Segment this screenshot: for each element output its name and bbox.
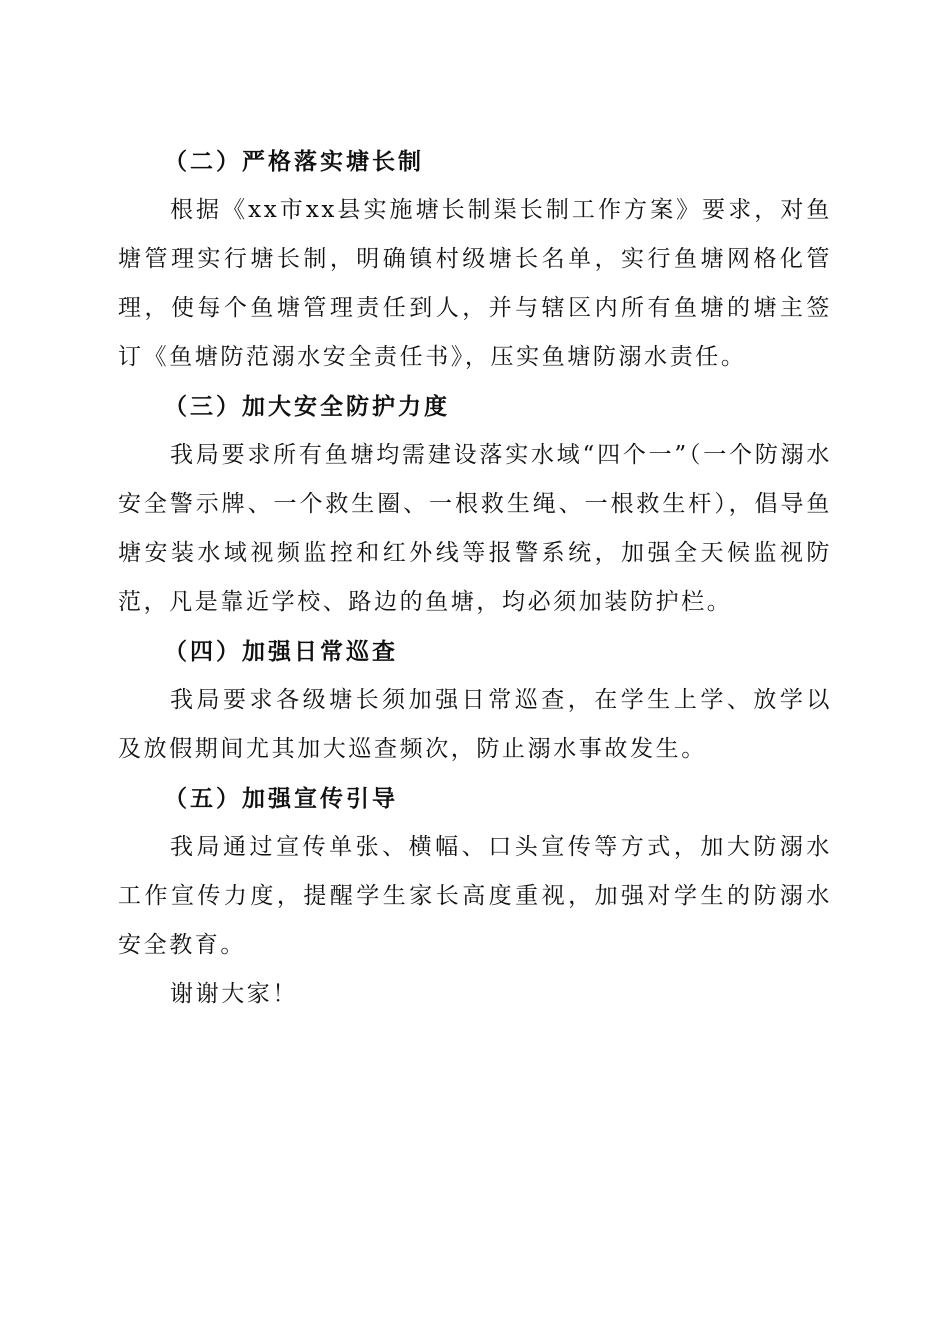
section-heading-2: （二）严格落实塘长制 (164, 148, 424, 175)
section-paragraph-2: 根据《xx市xx县实施塘长制渠长制工作方案》要求，对鱼塘管理实行塘长制，明确镇村级塘长名单，实行鱼塘网格化管理，使每个鱼塘管理责任到人，并与辖区内所有鱼塘的塘主签订《鱼塘防范溺水安全责任书》，压实鱼塘防溺水责任。 (118, 197, 832, 370)
section-heading-3: （三）加大安全防护力度 (164, 393, 450, 420)
section-paragraph-5: 我局通过宣传单张、横幅、口头宣传等方式，加大防溺水工作宣传力度，提醒学生家长高度重视，加强对学生的防溺水安全教育。 (118, 834, 832, 958)
section-heading-4: （四）加强日常巡查 (164, 638, 398, 665)
closing-text: 谢谢大家！ (170, 981, 298, 1007)
document-body (118, 137, 832, 1019)
section-heading-5: （五）加强宣传引导 (164, 785, 398, 812)
section-paragraph-4: 我局要求各级塘长须加强日常巡查，在学生上学、放学以及放假期间尤其加大巡查频次，防止溺水事故发生。 (118, 687, 832, 762)
section-paragraph-3: 我局要求所有鱼塘均需建设落实水域“四个一”（一个防溺水安全警示牌、一个救生圈、一根救生绳、一根救生杆），倡导鱼塘安装水域视频监控和红外线等报警系统，加强全天候监视防范，凡是靠近学校、路边的鱼塘，均必须加装防护栏。 (118, 442, 832, 615)
